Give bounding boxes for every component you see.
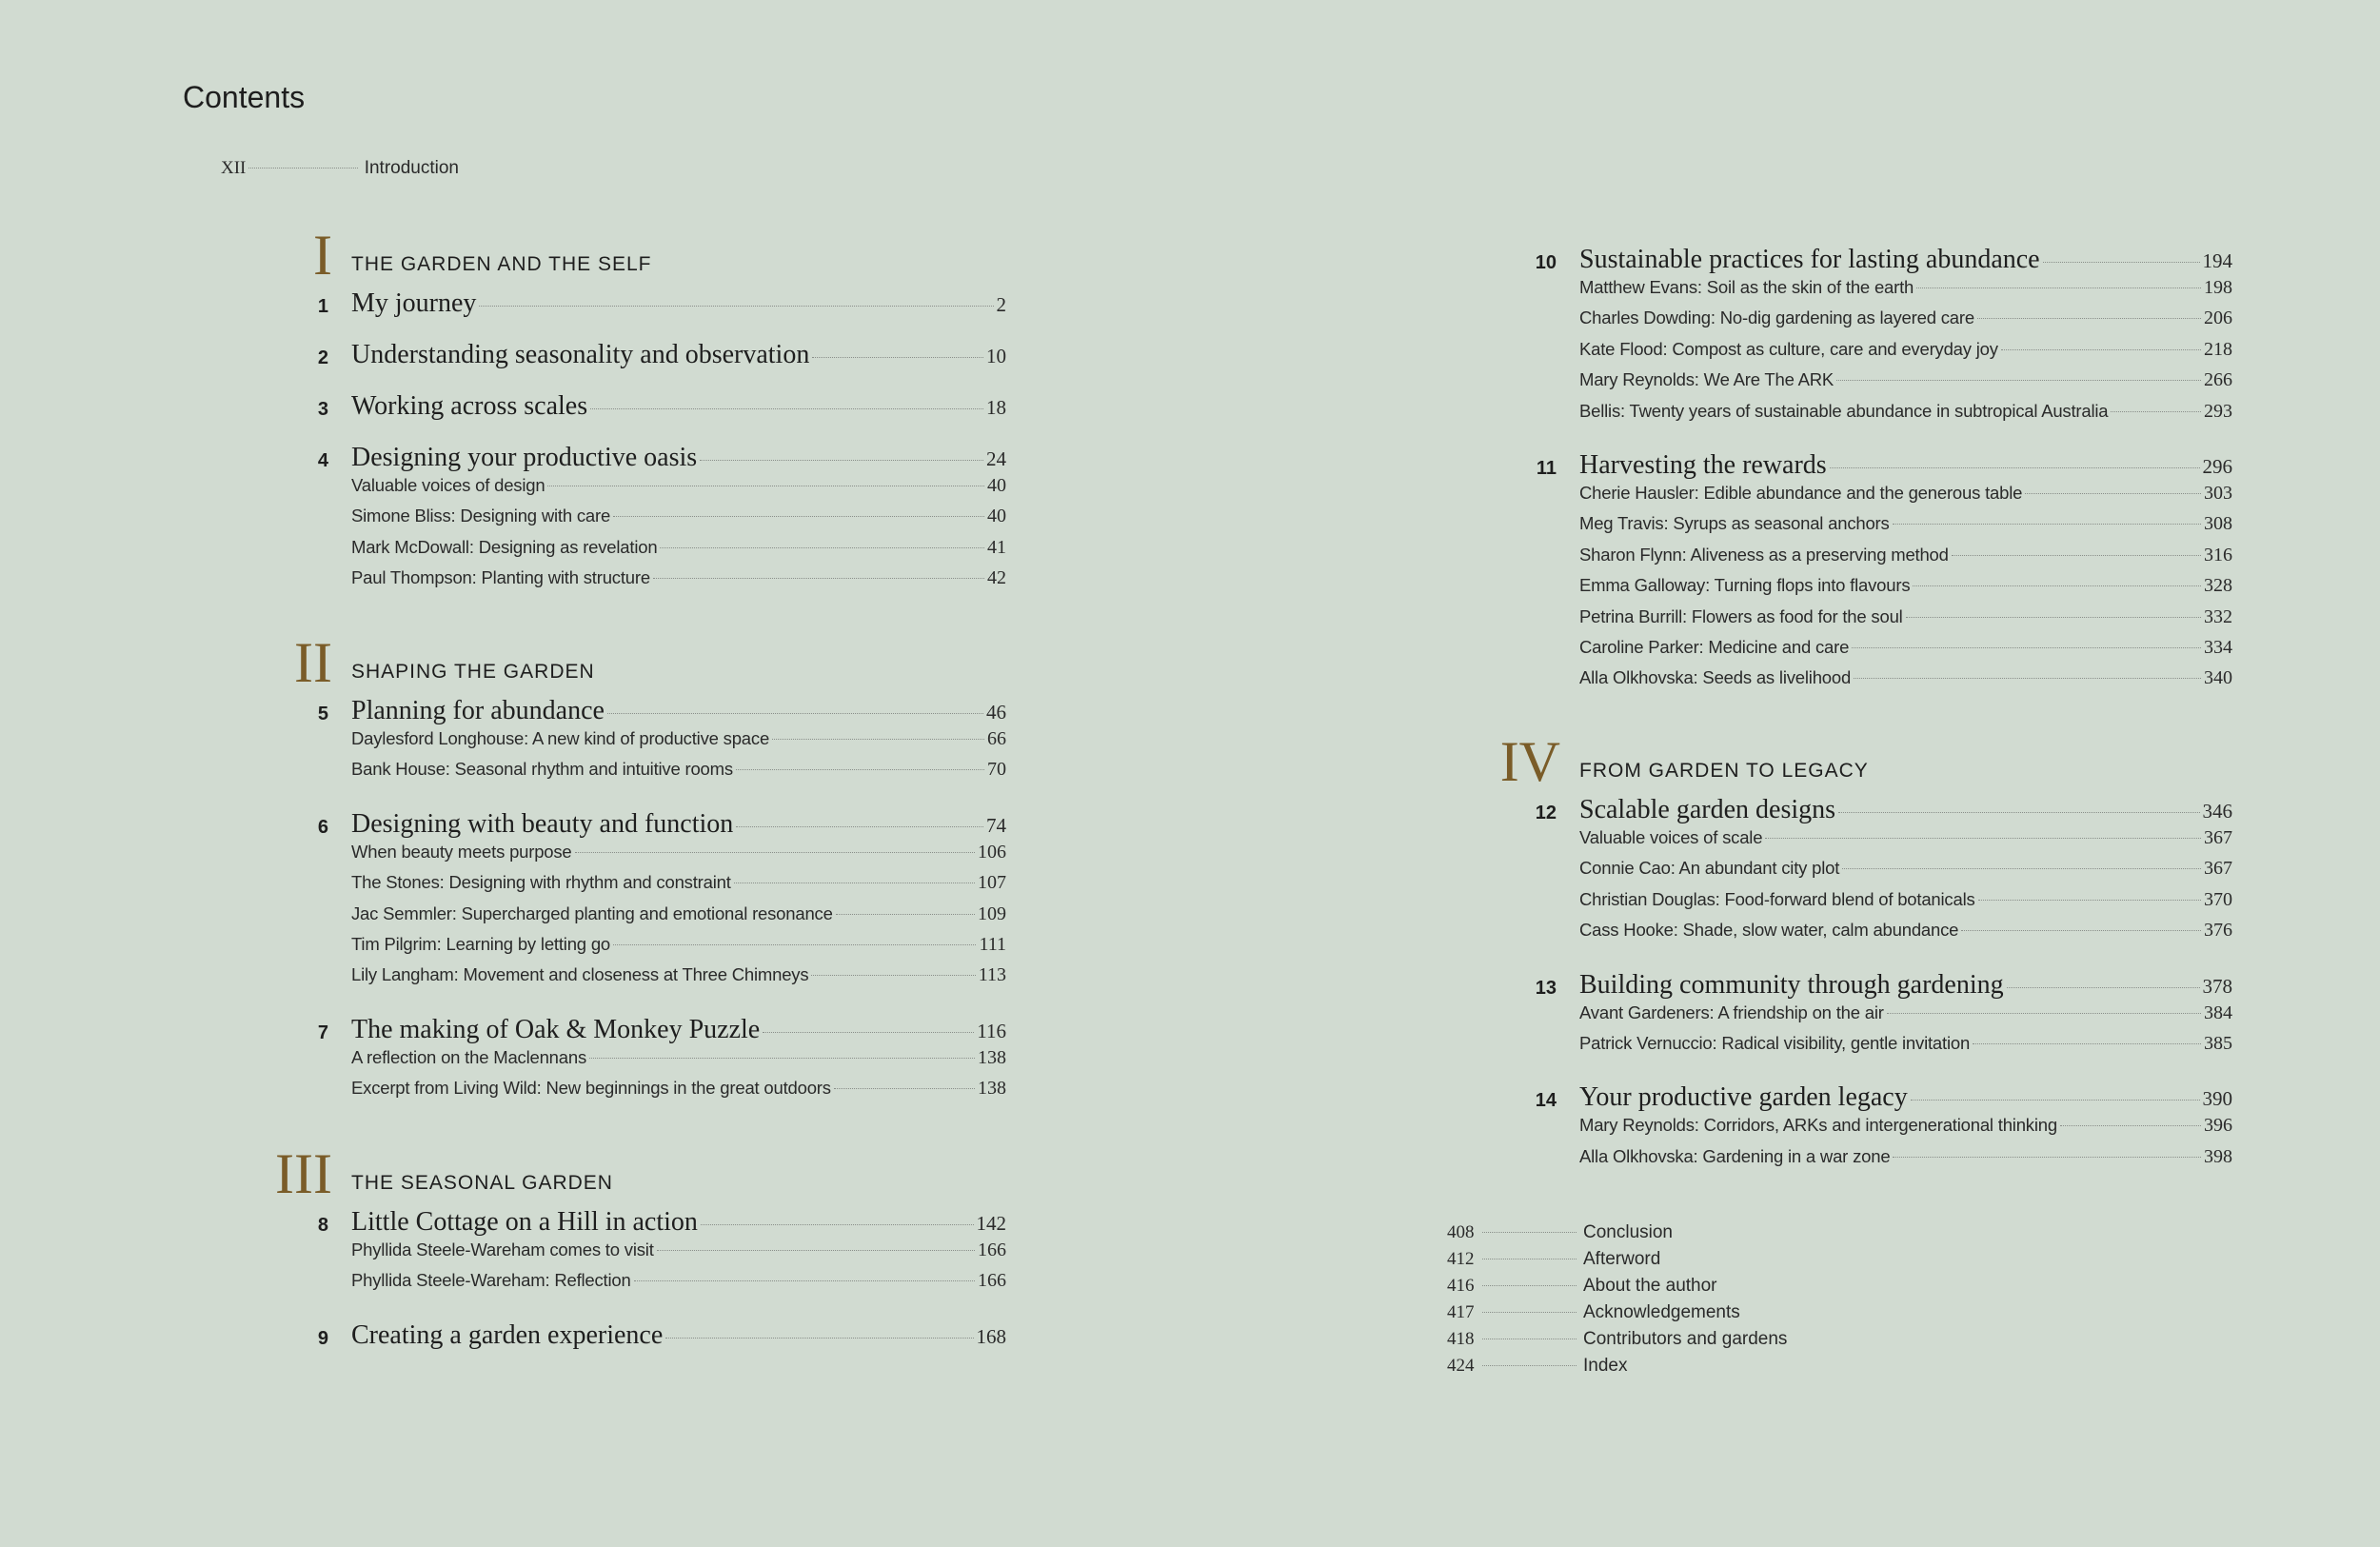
intro-page-number: XII <box>221 158 247 178</box>
subsection-page-number: 266 <box>2204 369 2232 391</box>
subsection-entry[interactable] <box>351 842 1006 868</box>
subsection-entry[interactable] <box>1579 1002 2232 1029</box>
chapter-page-number: 18 <box>986 396 1006 419</box>
leader-dots <box>1961 930 2201 931</box>
part-numeral: III <box>275 1142 332 1205</box>
chapter-number: 13 <box>1535 977 1557 999</box>
subsection-title: Valuable voices of scale <box>1579 827 1763 847</box>
subsection-page-number: 106 <box>978 841 1006 863</box>
leader-dots <box>1854 678 2201 679</box>
leader-dots <box>248 168 357 169</box>
leader-dots <box>2001 349 2201 350</box>
leader-dots <box>700 460 983 461</box>
chapter-title: Working across scales <box>351 391 588 421</box>
chapter-page-number: 296 <box>2202 455 2232 478</box>
chapter-number: 4 <box>317 450 328 471</box>
backmatter-label: Conclusion <box>1583 1222 1673 1242</box>
chapter-page-number: 46 <box>986 701 1006 724</box>
chapter-page-number: 24 <box>986 447 1006 470</box>
part-numeral: IV <box>1499 730 1560 793</box>
part-title: FROM GARDEN TO LEGACY <box>1579 760 1869 782</box>
backmatter-entry[interactable] <box>1447 1222 1809 1249</box>
backmatter-page-number: 412 <box>1447 1249 1475 1269</box>
intro-entry[interactable] <box>221 158 459 188</box>
chapter-number: 12 <box>1535 803 1557 823</box>
chapter-entry[interactable] <box>1579 245 2232 275</box>
subsection-entry[interactable] <box>1579 513 2232 540</box>
subsection-title: Petrina Burrill: Flowers as food for the soul <box>1579 605 1903 626</box>
chapter-title: Understanding seasonality and observation <box>351 340 810 369</box>
subsection-entry[interactable] <box>1579 667 2232 694</box>
subsection-page-number: 293 <box>2204 400 2232 422</box>
leader-dots <box>613 944 976 945</box>
intro-label: Introduction <box>364 158 459 178</box>
chapter-title: The making of Oak & Monkey Puzzle <box>351 1014 761 1044</box>
leader-dots <box>1978 900 2201 901</box>
subsection-entry[interactable] <box>1579 575 2232 602</box>
chapter-title: Designing with beauty and function <box>351 808 734 839</box>
chapter-number: 7 <box>317 1021 328 1043</box>
subsection-title: Alla Olkhovska: Seeds as livelihood <box>1579 667 1852 688</box>
leader-dots <box>657 1250 975 1251</box>
subsection-title: Cherie Hausler: Edible abundance and the generous table <box>1579 483 2023 503</box>
leader-dots <box>1913 585 2201 586</box>
subsection-entry[interactable] <box>351 1078 1006 1104</box>
chapter-number: 9 <box>317 1327 328 1349</box>
chapter-entry[interactable] <box>351 1015 1006 1045</box>
leader-dots <box>836 914 975 915</box>
leader-dots <box>772 739 984 740</box>
chapter-page-number: 10 <box>986 345 1006 367</box>
leader-dots <box>589 1058 975 1059</box>
leader-dots <box>1911 1100 2200 1101</box>
subsection-title: When beauty meets purpose <box>351 841 572 862</box>
subsection-title: Bellis: Twenty years of sustainable abundance in subtropical Australia <box>1579 400 2109 421</box>
subsection-title: Patrick Vernuccio: Radical visibility, gentle invitation <box>1579 1033 1971 1053</box>
chapter-entry[interactable] <box>351 340 1006 370</box>
subsection-title: A reflection on the Maclennans <box>351 1046 586 1067</box>
subsection-entry[interactable] <box>351 759 1006 785</box>
subsection-title: Paul Thompson: Planting with structure <box>351 567 650 588</box>
subsection-entry[interactable] <box>351 728 1006 755</box>
subsection-page-number: 166 <box>978 1240 1006 1260</box>
subsection-entry[interactable] <box>1579 1115 2232 1141</box>
subsection-entry[interactable] <box>351 567 1006 594</box>
backmatter-entry[interactable] <box>1447 1329 1809 1356</box>
leader-dots <box>1887 1013 2201 1014</box>
subsection-title: Mary Reynolds: We Are The ARK <box>1579 369 1835 390</box>
chapter-entry[interactable] <box>351 1207 1006 1238</box>
leader-dots <box>1482 1285 1577 1286</box>
leader-dots <box>1830 467 2200 468</box>
chapter-page-number: 378 <box>2202 974 2232 998</box>
part-title: SHAPING THE GARDEN <box>351 661 595 683</box>
chapter-title: Designing your productive oasis <box>351 443 698 472</box>
leader-dots <box>1906 617 2201 618</box>
subsection-page-number: 198 <box>2204 277 2232 298</box>
subsection-title: Tim Pilgrim: Learning by letting go <box>351 934 610 954</box>
chapter-entry[interactable] <box>351 288 1006 319</box>
subsection-page-number: 367 <box>2204 827 2232 848</box>
chapter-title: Creating a garden experience <box>351 1319 664 1350</box>
subsection-entry[interactable] <box>1579 920 2232 946</box>
subsection-page-number: 41 <box>987 536 1006 558</box>
subsection-entry[interactable] <box>351 934 1006 961</box>
subsection-page-number: 66 <box>987 728 1006 749</box>
subsection-title: Alla Olkhovska: Gardening in a war zone <box>1579 1145 1891 1166</box>
subsection-page-number: 40 <box>987 506 1006 527</box>
subsection-page-number: 70 <box>987 759 1006 781</box>
subsection-page-number: 113 <box>978 964 1006 986</box>
subsection-title: Connie Cao: An abundant city plot <box>1579 858 1840 879</box>
chapter-title: Sustainable practices for lasting abundance <box>1579 245 2040 274</box>
part-numeral: I <box>313 224 332 287</box>
backmatter-entry[interactable] <box>1447 1302 1809 1329</box>
leader-dots <box>653 578 984 579</box>
chapter-entry[interactable] <box>351 1320 1006 1351</box>
leader-dots <box>634 1280 975 1281</box>
chapter-title: Little Cottage on a Hill in action <box>351 1207 698 1237</box>
subsection-page-number: 138 <box>978 1078 1006 1100</box>
backmatter-label: Index <box>1583 1356 1628 1376</box>
subsection-entry[interactable] <box>351 1270 1006 1297</box>
leader-dots <box>1765 838 2201 839</box>
part-title: THE SEASONAL GARDEN <box>351 1172 613 1194</box>
chapter-title: Your productive garden legacy <box>1579 1082 1908 1113</box>
subsection-title: The Stones: Designing with rhythm and constraint <box>351 872 731 893</box>
leader-dots <box>1852 647 2201 648</box>
subsection-entry[interactable] <box>1579 307 2232 334</box>
part-numeral: II <box>294 631 332 694</box>
subsection-title: Jac Semmler: Supercharged planting and emotional resonance <box>351 902 833 923</box>
chapter-entry[interactable] <box>1579 970 2232 1001</box>
subsection-page-number: 111 <box>979 934 1006 955</box>
leader-dots <box>575 852 975 853</box>
leader-dots <box>479 306 993 307</box>
subsection-entry[interactable] <box>1579 545 2232 571</box>
subsection-page-number: 367 <box>2204 858 2232 880</box>
leader-dots <box>2007 987 2200 988</box>
backmatter-label: About the author <box>1583 1276 1717 1296</box>
subsection-title: Daylesford Longhouse: A new kind of productive space <box>351 728 770 748</box>
leader-dots <box>701 1224 974 1225</box>
subsection-title: Phyllida Steele-Wareham: Reflection <box>351 1270 631 1291</box>
chapter-page-number: 74 <box>986 813 1006 837</box>
subsection-page-number: 107 <box>978 872 1006 894</box>
subsection-title: Bank House: Seasonal rhythm and intuitive rooms <box>351 759 733 780</box>
page-title: Contents <box>183 80 306 114</box>
subsection-entry[interactable] <box>1579 858 2232 884</box>
backmatter-label: Afterword <box>1583 1249 1661 1269</box>
subsection-entry[interactable] <box>351 964 1006 991</box>
subsection-page-number: 396 <box>2204 1115 2232 1137</box>
subsection-title: Sharon Flynn: Aliveness as a preserving method <box>1579 544 1949 565</box>
subsection-page-number: 376 <box>2204 920 2232 942</box>
subsection-entry[interactable] <box>1579 401 2232 427</box>
backmatter-page-number: 417 <box>1447 1302 1475 1322</box>
leader-dots <box>607 713 983 714</box>
subsection-title: Meg Travis: Syrups as seasonal anchors <box>1579 513 1890 534</box>
leader-dots <box>1973 1043 2201 1044</box>
subsection-entry[interactable] <box>1579 1146 2232 1173</box>
subsection-title: Excerpt from Living Wild: New beginnings in the great outdoors <box>351 1078 831 1099</box>
chapter-page-number: 390 <box>2202 1087 2232 1111</box>
subsection-entry[interactable] <box>1579 369 2232 396</box>
chapter-entry[interactable] <box>1579 1082 2232 1113</box>
subsection-page-number: 370 <box>2204 888 2232 910</box>
subsection-title: Lily Langham: Movement and closeness at Three Chimneys <box>351 964 809 985</box>
leader-dots <box>1893 524 2201 525</box>
subsection-entry[interactable] <box>1579 483 2232 509</box>
subsection-entry[interactable] <box>1579 606 2232 633</box>
subsection-entry[interactable] <box>351 872 1006 899</box>
backmatter-entry[interactable] <box>1447 1356 1809 1382</box>
chapter-number: 11 <box>1536 458 1557 479</box>
leader-dots <box>613 516 984 517</box>
leader-dots <box>2060 1125 2201 1126</box>
leader-dots <box>834 1088 975 1089</box>
backmatter-entry[interactable] <box>1447 1276 1809 1302</box>
leader-dots <box>660 547 984 548</box>
backmatter-page-number: 424 <box>1447 1356 1475 1376</box>
backmatter-page-number: 408 <box>1447 1222 1475 1242</box>
leader-dots <box>1893 1157 2201 1158</box>
leader-dots <box>1838 812 2199 813</box>
chapter-number: 2 <box>317 347 328 368</box>
chapter-page-number: 2 <box>996 293 1006 316</box>
chapter-entry[interactable] <box>351 696 1006 726</box>
leader-dots <box>1836 380 2201 381</box>
subsection-page-number: 340 <box>2204 667 2232 689</box>
subsection-entry[interactable] <box>1579 827 2232 854</box>
backmatter-entry[interactable] <box>1447 1249 1809 1276</box>
chapter-title: Harvesting the rewards <box>1579 450 1827 480</box>
subsection-title: Phyllida Steele-Wareham comes to visit <box>351 1240 654 1259</box>
subsection-title: Christian Douglas: Food-forward blend of botanicals <box>1579 888 1975 909</box>
subsection-title: Avant Gardeners: A friendship on the air <box>1579 1002 1884 1022</box>
subsection-entry[interactable] <box>351 537 1006 564</box>
subsection-page-number: 398 <box>2204 1145 2232 1167</box>
subsection-entry[interactable] <box>1579 637 2232 664</box>
subsection-page-number: 384 <box>2204 1002 2232 1023</box>
leader-dots <box>2043 262 2200 263</box>
subsection-page-number: 332 <box>2204 605 2232 627</box>
subsection-title: Cass Hooke: Shade, slow water, calm abundance <box>1579 920 1959 941</box>
chapter-page-number: 168 <box>976 1324 1006 1348</box>
chapter-number: 8 <box>317 1215 328 1236</box>
chapter-title: Planning for abundance <box>351 696 605 725</box>
leader-dots <box>1482 1232 1577 1233</box>
subsection-page-number: 308 <box>2204 513 2232 535</box>
subsection-page-number: 109 <box>978 902 1006 924</box>
chapter-entry[interactable] <box>1579 795 2232 825</box>
subsection-page-number: 334 <box>2204 637 2232 658</box>
backmatter-page-number: 416 <box>1447 1276 1475 1296</box>
subsection-page-number: 385 <box>2204 1033 2232 1054</box>
chapter-title: My journey <box>351 288 477 318</box>
part-title: THE GARDEN AND THE SELF <box>351 253 652 275</box>
leader-dots <box>736 769 984 770</box>
chapter-title: Building community through gardening <box>1579 969 2004 1000</box>
chapter-entry[interactable] <box>351 443 1006 473</box>
leader-dots <box>2111 411 2201 412</box>
leader-dots <box>665 1338 973 1339</box>
backmatter-label: Acknowledgements <box>1583 1302 1740 1322</box>
subsection-title: Caroline Parker: Medicine and care <box>1579 637 1850 657</box>
chapter-number: 6 <box>317 816 328 838</box>
subsection-entry[interactable] <box>1579 1033 2232 1060</box>
subsection-page-number: 138 <box>978 1046 1006 1068</box>
backmatter-label: Contributors and gardens <box>1583 1329 1788 1349</box>
chapter-number: 14 <box>1535 1090 1557 1112</box>
subsection-page-number: 206 <box>2204 307 2232 329</box>
subsection-entry[interactable] <box>351 903 1006 930</box>
subsection-title: Mary Reynolds: Corridors, ARKs and intergenerational thinking <box>1579 1115 2057 1136</box>
subsection-page-number: 316 <box>2204 544 2232 565</box>
subsection-title: Kate Flood: Compost as culture, care and everyday joy <box>1579 338 1998 359</box>
subsection-entry[interactable] <box>1579 339 2232 366</box>
subsection-page-number: 328 <box>2204 575 2232 597</box>
subsection-title: Emma Galloway: Turning flops into flavours <box>1579 575 1911 596</box>
chapter-title: Scalable garden designs <box>1579 795 1836 824</box>
subsection-page-number: 303 <box>2204 483 2232 504</box>
chapter-entry[interactable] <box>351 809 1006 840</box>
leader-dots <box>811 975 975 976</box>
leader-dots <box>763 1032 974 1033</box>
chapter-number: 10 <box>1535 252 1557 273</box>
subsection-entry[interactable] <box>351 506 1006 532</box>
leader-dots <box>736 826 983 827</box>
subsection-entry[interactable] <box>351 1047 1006 1074</box>
subsection-title: Simone Bliss: Designing with care <box>351 506 611 526</box>
leader-dots <box>1977 318 2201 319</box>
chapter-entry[interactable] <box>351 391 1006 422</box>
backmatter-page-number: 418 <box>1447 1329 1475 1349</box>
chapter-number: 5 <box>317 704 328 724</box>
leader-dots <box>1482 1312 1577 1313</box>
subsection-title: Matthew Evans: Soil as the skin of the earth <box>1579 277 1914 297</box>
subsection-page-number: 42 <box>987 567 1006 589</box>
subsection-page-number: 40 <box>987 475 1006 496</box>
chapter-page-number: 142 <box>976 1212 1006 1235</box>
subsection-entry[interactable] <box>351 475 1006 502</box>
subsection-title: Charles Dowding: No-dig gardening as layered care <box>1579 307 1974 328</box>
chapter-page-number: 116 <box>977 1019 1006 1042</box>
leader-dots <box>2025 493 2201 494</box>
leader-dots <box>812 357 983 358</box>
subsection-page-number: 166 <box>978 1270 1006 1292</box>
leader-dots <box>590 408 983 409</box>
chapter-entry[interactable] <box>1579 450 2232 481</box>
subsection-entry[interactable] <box>1579 889 2232 916</box>
leader-dots <box>1952 555 2201 556</box>
chapter-page-number: 194 <box>2202 249 2232 272</box>
subsection-title: Mark McDowall: Designing as revelation <box>351 536 658 557</box>
leader-dots <box>1482 1365 1577 1366</box>
subsection-entry[interactable] <box>1579 277 2232 304</box>
subsection-page-number: 218 <box>2204 338 2232 360</box>
chapter-page-number: 346 <box>2202 800 2232 823</box>
subsection-title: Valuable voices of design <box>351 475 545 495</box>
leader-dots <box>1842 868 2201 869</box>
chapter-number: 3 <box>317 399 328 420</box>
subsection-entry[interactable] <box>351 1240 1006 1266</box>
chapter-number: 1 <box>317 296 328 317</box>
